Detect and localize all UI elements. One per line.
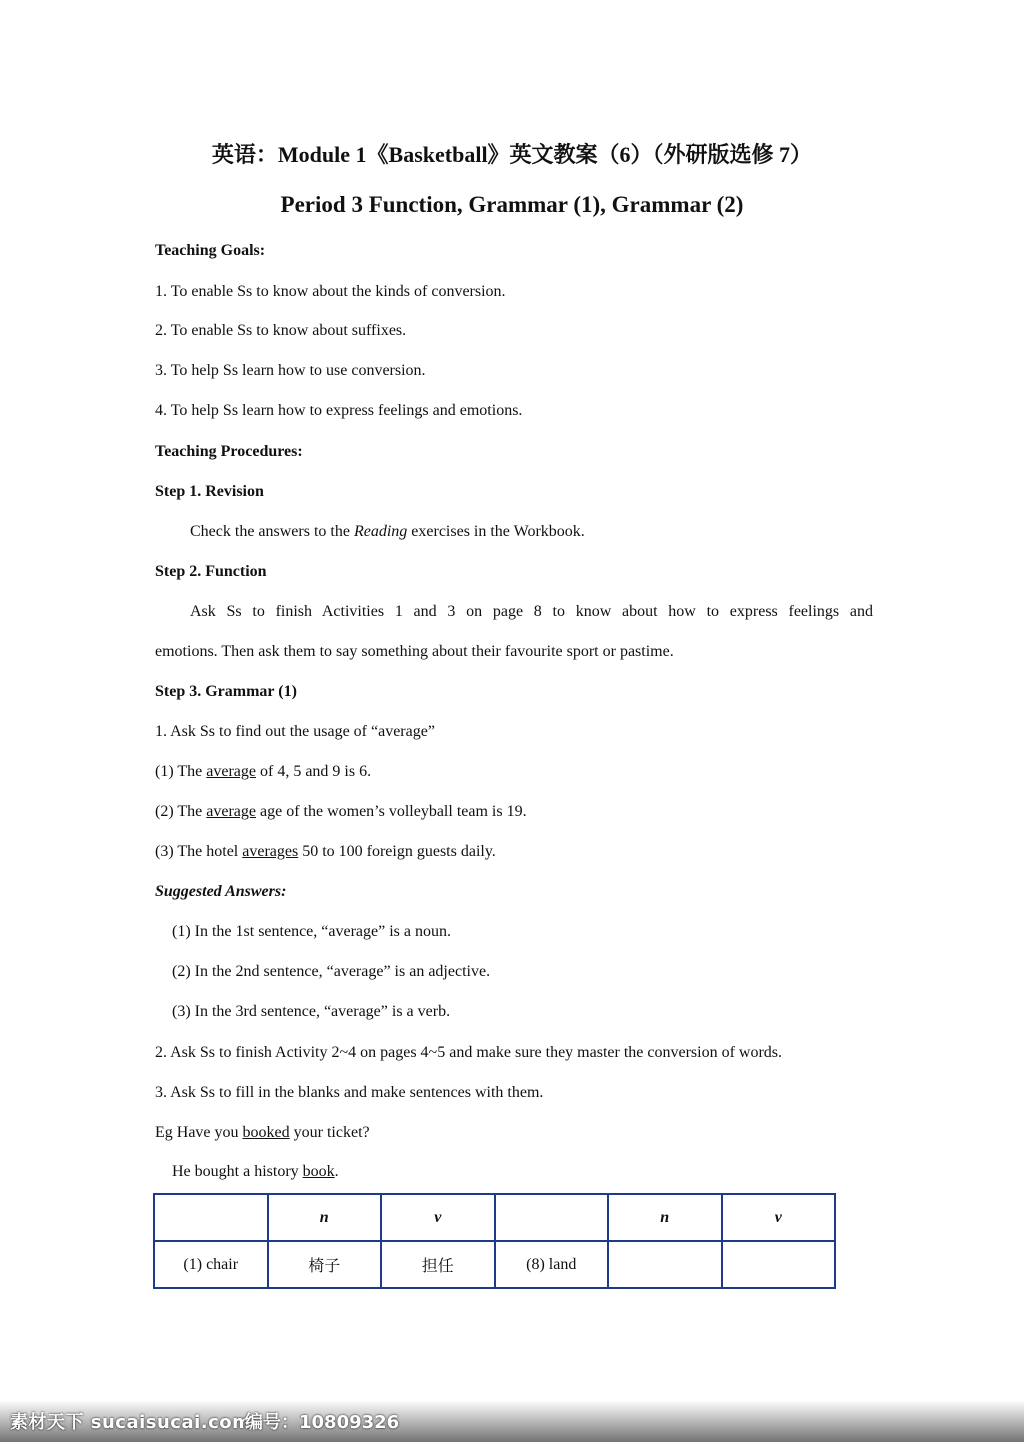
teaching-goals-heading: Teaching Goals: xyxy=(155,242,266,259)
table-header-cell xyxy=(495,1194,609,1241)
table-header-cell: n xyxy=(608,1194,722,1241)
step1-text: Check the answers to the Reading exercises in the Workbook. xyxy=(190,523,585,540)
answer-item: (2) In the 2nd sentence, “average” is an adjective. xyxy=(172,963,491,980)
eg-sentence-2: He bought a history book. xyxy=(172,1163,339,1180)
step2-text-line2: emotions. Then ask them to say something about their favourite sport or pastime. xyxy=(155,643,674,660)
goal-item: 3. To help Ss learn how to use conversion. xyxy=(155,362,426,379)
word-conversion-table xyxy=(153,1193,836,1289)
table-header-row xyxy=(154,1194,835,1241)
step3-item3: 3. Ask Ss to fill in the blanks and make sentences with them. xyxy=(155,1084,544,1101)
example-sentence-1: (1) The average of 4, 5 and 9 is 6. xyxy=(155,763,372,780)
table-header-cell: v xyxy=(381,1194,495,1241)
step2-heading: Step 2. Function xyxy=(155,563,267,580)
step3-item2: 2. Ask Ss to finish Activity 2~4 on pages 4~5 and make sure they master the conversion of words. xyxy=(155,1044,782,1061)
answer-item: (1) In the 1st sentence, “average” is a noun. xyxy=(172,923,451,940)
document-title: 英语：Module 1《Basketball》英文教案（6）（外研版选修 7） xyxy=(211,142,813,167)
table-cell: (1) chair xyxy=(154,1241,268,1288)
example-sentence-3: (3) The hotel averages 50 to 100 foreign guests daily. xyxy=(155,843,496,860)
goal-item: 2. To enable Ss to know about suffixes. xyxy=(155,322,407,339)
step3-item1: 1. Ask Ss to find out the usage of “average” xyxy=(155,723,435,740)
goal-item: 1. To enable Ss to know about the kinds of conversion. xyxy=(155,283,506,300)
step1-heading: Step 1. Revision xyxy=(155,483,264,500)
table-cell: 椅子 xyxy=(268,1241,382,1288)
watermark-bar xyxy=(0,1400,1024,1442)
table-cell: (8) land xyxy=(495,1241,609,1288)
step2-text-line1: Ask Ss to finish Activities 1 and 3 on page 8 to know about how to express feelings and xyxy=(190,603,873,620)
document-subtitle: Period 3 Function, Grammar (1), Grammar (2) xyxy=(280,192,744,217)
example-sentence-2: (2) The average age of the women’s volleyball team is 19. xyxy=(155,803,527,820)
goal-item: 4. To help Ss learn how to express feelings and emotions. xyxy=(155,402,523,419)
table-header-cell: v xyxy=(722,1194,836,1241)
table-cell xyxy=(608,1241,722,1288)
answer-item: (3) In the 3rd sentence, “average” is a verb. xyxy=(172,1003,451,1020)
teaching-procedures-heading: Teaching Procedures: xyxy=(155,443,303,460)
table-header-cell xyxy=(154,1194,268,1241)
suggested-answers-heading: Suggested Answers: xyxy=(155,883,287,900)
table-row xyxy=(154,1241,835,1288)
watermark-site: 素材天下 sucaisucai.com xyxy=(10,1412,252,1433)
step3-heading: Step 3. Grammar (1) xyxy=(155,683,297,700)
table-cell xyxy=(722,1241,836,1288)
table-cell: 担任 xyxy=(381,1241,495,1288)
table-header-cell: n xyxy=(268,1194,382,1241)
eg-sentence-1: Eg Have you booked your ticket? xyxy=(155,1124,370,1141)
watermark-id: 编号：10809326 xyxy=(245,1412,400,1433)
